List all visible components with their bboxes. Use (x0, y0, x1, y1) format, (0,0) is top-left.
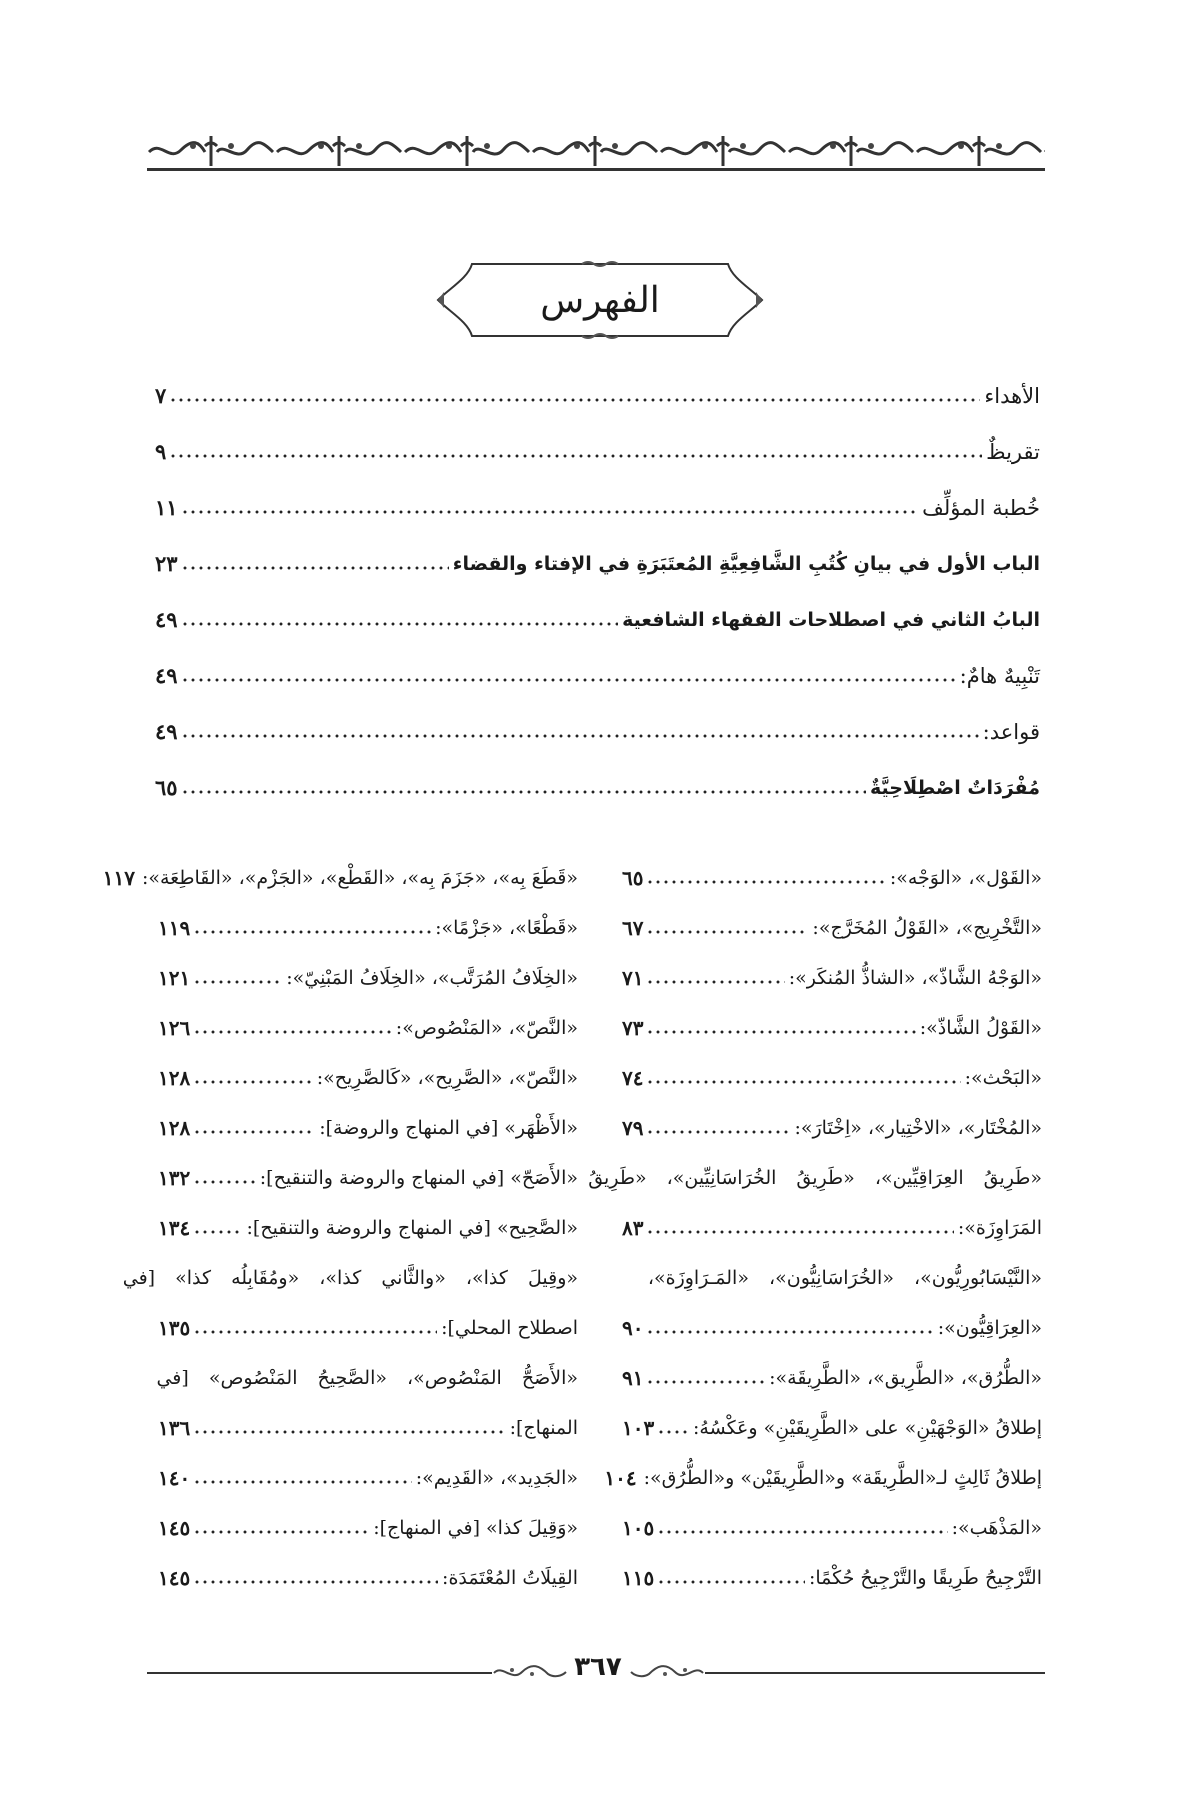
toc-entry-page: ١٣٤ (158, 1216, 191, 1240)
toc-entry-label: «طَرِيقُ العِرَاقِيِّين»، «طَرِيقُ الخُرَاسَانِيِّين»، «طَرِيقُ (588, 1167, 1042, 1189)
toc-entry-page: ٧٤ (622, 1066, 644, 1090)
toc-term-entry-line1[interactable] (122, 1250, 578, 1294)
toc-entry-page: ١١ (155, 495, 178, 520)
toc-entry-page: ٤٩ (155, 607, 178, 632)
toc-entry-page: ١٢٦ (158, 1016, 191, 1040)
toc-entry-label: «قَطَعَ بِه»، «جَزَمَ بِه»، «القَطْع»، «الجَزْم»، «القَاطِعَة»: (141, 867, 578, 889)
dot-leader (193, 1178, 256, 1186)
toc-entry-label: قواعد: (982, 720, 1040, 744)
flourish-icon (630, 1662, 705, 1684)
toc-entry-label: «النَّيْسَابُورِيُّون»، «الخُرَاسَانِيُّون»، «المَـرَاوِزَة»، (647, 1267, 1042, 1289)
toc-term-entry[interactable] (622, 1550, 1042, 1594)
toc-term-entry-line2[interactable] (622, 1200, 1042, 1244)
toc-entry-label: «القَوْل»، «الوَجْه»: (889, 867, 1042, 889)
toc-term-entry[interactable] (102, 850, 578, 894)
toc-entry-page: ٦٧ (622, 916, 644, 940)
toc-entry-label: «العِرَاقِيُّون»: (937, 1317, 1042, 1339)
toc-entry-page: ١٤٥ (158, 1516, 191, 1540)
toc-entry-label: «التَّخْرِيج»، «القَوْلُ المُخَرَّج»: (812, 917, 1042, 939)
dot-leader (646, 1228, 953, 1236)
toc-entry-page: ٩١ (622, 1366, 644, 1390)
toc-entry-label: القِيلَاتُ المُعْتَمَدَة: (442, 1567, 578, 1589)
toc-term-entry[interactable] (158, 1200, 578, 1244)
dot-leader (181, 788, 866, 796)
toc-entry-page: ٧٣ (622, 1016, 644, 1040)
dot-leader (181, 732, 979, 740)
dot-leader (181, 676, 956, 684)
toc-entry-page: ١٢٨ (158, 1066, 191, 1090)
toc-entry-page: ١١٩ (158, 916, 191, 940)
toc-term-entry[interactable] (158, 1100, 578, 1144)
toc-entry-label: تقريظٌ (986, 440, 1040, 464)
toc-entry-label: «البَحْث»: (964, 1067, 1042, 1089)
toc-entry[interactable] (155, 372, 1040, 412)
toc-entry-page: ١٠٤ (604, 1466, 637, 1490)
toc-entry-page: ١٣٦ (158, 1416, 191, 1440)
dot-leader (646, 1128, 790, 1136)
dot-leader (193, 1328, 437, 1336)
toc-entry-page: ٩٠ (622, 1316, 644, 1340)
dot-leader (657, 1578, 805, 1586)
toc-entry-label: «وقِيلَ كذا»، «والثَّاني كذا»، «ومُقَابِلُه كذا» [في (122, 1267, 578, 1289)
toc-entry[interactable] (155, 484, 1040, 524)
ornament-border-icon (147, 132, 1045, 174)
toc-entry-page: ١٣٢ (158, 1166, 191, 1190)
footer-rule (147, 1672, 492, 1674)
toc-entry-label: «الأَظْهَر» [في المنهاج والروضة]: (319, 1117, 578, 1139)
toc-entry-label: «الجَدِيد»، «القَدِيم»: (415, 1467, 578, 1489)
dot-leader (169, 396, 980, 404)
toc-entry-page: ٨٣ (622, 1216, 644, 1240)
dot-leader (646, 1378, 765, 1386)
toc-chapter-entry[interactable] (155, 596, 1040, 636)
toc-entry-label: المنهاج]: (509, 1417, 578, 1439)
toc-entry-page: ١١٥ (622, 1566, 655, 1590)
dot-leader (646, 978, 784, 986)
toc-entry[interactable] (155, 652, 1040, 692)
toc-term-entry[interactable] (622, 1400, 1042, 1444)
dot-leader (646, 1078, 960, 1086)
toc-entry[interactable] (155, 428, 1040, 468)
toc-entry-label: مُفْرَدَاتٌ اصْطِلَاحِيَّةٌ (869, 777, 1040, 799)
toc-entry-label: «النَّصّ»، «المَنْصُوص»: (395, 1017, 578, 1039)
dot-leader (193, 1528, 369, 1536)
dot-leader (193, 1428, 505, 1436)
toc-entry-page: ٧١ (622, 966, 644, 990)
toc-entry-label: خُطبة المؤلِّف (922, 496, 1040, 520)
toc-term-entry-line2[interactable] (158, 1300, 578, 1344)
toc-entry-label: تَنْبِيهٌ هامٌ: (959, 664, 1040, 688)
header-ornament (147, 132, 1045, 174)
toc-entry-label: «القَوْلُ الشَّاذّ»: (919, 1017, 1042, 1039)
toc-term-entry[interactable] (158, 900, 578, 944)
footer-rule (705, 1672, 1045, 1674)
toc-entry-label: «الطُّرُق»، «الطَّرِيق»، «الطَّرِيقَة»: (769, 1367, 1042, 1389)
toc-term-entry[interactable] (622, 950, 1042, 994)
toc-term-entry[interactable] (622, 1000, 1042, 1044)
page-number: ٣٦٧ (574, 1652, 622, 1682)
dot-leader (193, 1028, 392, 1036)
toc-entry-page: ٧٩ (622, 1116, 644, 1140)
toc-entry-page: ١١٧ (102, 866, 135, 890)
page-footer (147, 1652, 1045, 1688)
toc-entry-page: ٩ (155, 439, 167, 464)
dot-leader (181, 620, 619, 628)
toc-entry-label: «قَطْعًا»، «جَزْمًا»: (435, 917, 578, 939)
toc-term-entry[interactable] (158, 1500, 578, 1544)
toc-entry-label: «الخِلَافُ المُرَتَّب»، «الخِلَافُ المَبْنِيّ»: (286, 967, 578, 989)
toc-term-entry[interactable] (622, 850, 1042, 894)
dot-leader (193, 1478, 412, 1486)
toc-entry-page: ٧ (155, 383, 167, 408)
toc-entry-label: الأهداء (984, 384, 1040, 408)
toc-entry-page: ٤٩ (155, 663, 178, 688)
toc-entry-page: ٦٥ (622, 866, 644, 890)
toc-entry-label: «المَذْهَب»: (951, 1517, 1042, 1539)
dot-leader (646, 928, 808, 936)
toc-term-entry-line1[interactable] (588, 1150, 1042, 1194)
toc-entry-label: «المُخْتَار»، «الاخْتِيار»، «اِخْتَارَ»: (794, 1117, 1042, 1139)
toc-entry-label: التَّرْجِيحُ طَرِيقًا والتَّرْجِيحُ حُكْمًا: (808, 1567, 1042, 1589)
toc-entry-label: «وَقِيلَ كذا» [في المنهاج]: (373, 1517, 578, 1539)
toc-term-entry[interactable] (158, 1150, 578, 1194)
dot-leader (193, 1128, 315, 1136)
dot-leader (193, 1078, 312, 1086)
toc-entry-page: ١٢٨ (158, 1116, 191, 1140)
dot-leader (657, 1528, 947, 1536)
toc-chapter-entry[interactable] (155, 764, 1040, 804)
toc-term-entry-line1[interactable] (158, 1350, 578, 1394)
toc-entry-page: ١٠٥ (622, 1516, 655, 1540)
toc-term-entry-line2[interactable] (622, 1300, 1042, 1344)
toc-term-entry[interactable] (622, 1100, 1042, 1144)
toc-term-entry[interactable] (622, 1500, 1042, 1544)
page-title: الفهرس (540, 279, 660, 321)
toc-entry-label: البابُ الثاني في اصطلاحات الفقهاء الشافعية (622, 609, 1040, 631)
toc-term-entry[interactable] (622, 1050, 1042, 1094)
toc-term-entry[interactable] (604, 1450, 1042, 1494)
toc-term-entry[interactable] (158, 1550, 578, 1594)
dot-leader (181, 564, 449, 572)
toc-entry-page: ٢٣ (155, 551, 178, 576)
toc-term-entry[interactable] (158, 1000, 578, 1044)
toc-term-entry-line2[interactable] (158, 1400, 578, 1444)
dot-leader (193, 1228, 242, 1236)
toc-entry-label: اصطلاح المحلي]: (441, 1317, 578, 1339)
toc-entry-label: الباب الأول في بيانِ كُتُبِ الشَّافِعِيَّةِ المُعتَبَرَةِ في الإفتاء والقضاء (452, 553, 1040, 575)
dot-leader (657, 1428, 689, 1436)
toc-term-entry[interactable] (622, 1350, 1042, 1394)
dot-leader (193, 928, 431, 936)
toc-term-entry[interactable] (158, 1450, 578, 1494)
toc-term-entry[interactable] (158, 1050, 578, 1094)
dot-leader (181, 508, 919, 516)
flourish-icon (492, 1662, 567, 1684)
dot-leader (646, 1328, 933, 1336)
toc-entry-label: «الصَّحِيح» [في المنهاج والروضة والتنقيح]: (246, 1217, 578, 1239)
toc-chapter-entry[interactable] (155, 540, 1040, 580)
toc-term-entry[interactable] (158, 950, 578, 994)
toc-entry-label: «الوَجْهُ الشَّاذّ»، «الشاذُّ المُنكَر»: (788, 967, 1042, 989)
toc-entry-label: «الأَصَحّ» [في المنهاج والروضة والتنقيح]: (259, 1167, 578, 1189)
toc-entry-page: ٤٩ (155, 719, 178, 744)
toc-entry-label: إطلاقُ ثَالِثٍ لـ«الطَّرِيقَة» و«الطَّرِيقَيْن» و«الطُّرُق»: (643, 1467, 1042, 1489)
toc-entry-label: «النَّصّ»، «الصَّرِيح»، «كَالصَّرِيح»: (316, 1067, 578, 1089)
dot-leader (646, 878, 885, 886)
dot-leader (169, 452, 982, 460)
dot-leader (193, 978, 282, 986)
toc-entry-page: ١٣٥ (158, 1316, 191, 1340)
toc-entry-page: ١٤٥ (158, 1566, 191, 1590)
toc-entry-label: إطلاقُ «الوَجْهَيْنِ» على «الطَّرِيقَيْنِ» وعَكْسُهُ: (693, 1417, 1042, 1439)
toc-entry-label: «الأَصَحُّ المَنْصُوص»، «الصَّحِيحُ المَنْصُوص» [في (156, 1367, 578, 1389)
toc-term-entry-line1[interactable] (622, 1250, 1042, 1294)
toc-entry[interactable] (155, 708, 1040, 748)
toc-entry-page: ٦٥ (155, 775, 178, 800)
toc-entry-page: ١٢١ (158, 966, 191, 990)
dot-leader (646, 1028, 915, 1036)
page-title-frame (432, 258, 768, 342)
dot-leader (193, 1578, 438, 1586)
toc-entry-page: ١٠٣ (622, 1416, 655, 1440)
toc-entry-label: المَرَاوِزَة»: (957, 1217, 1042, 1239)
toc-term-entry[interactable] (622, 900, 1042, 944)
toc-entry-page: ١٤٠ (158, 1466, 191, 1490)
